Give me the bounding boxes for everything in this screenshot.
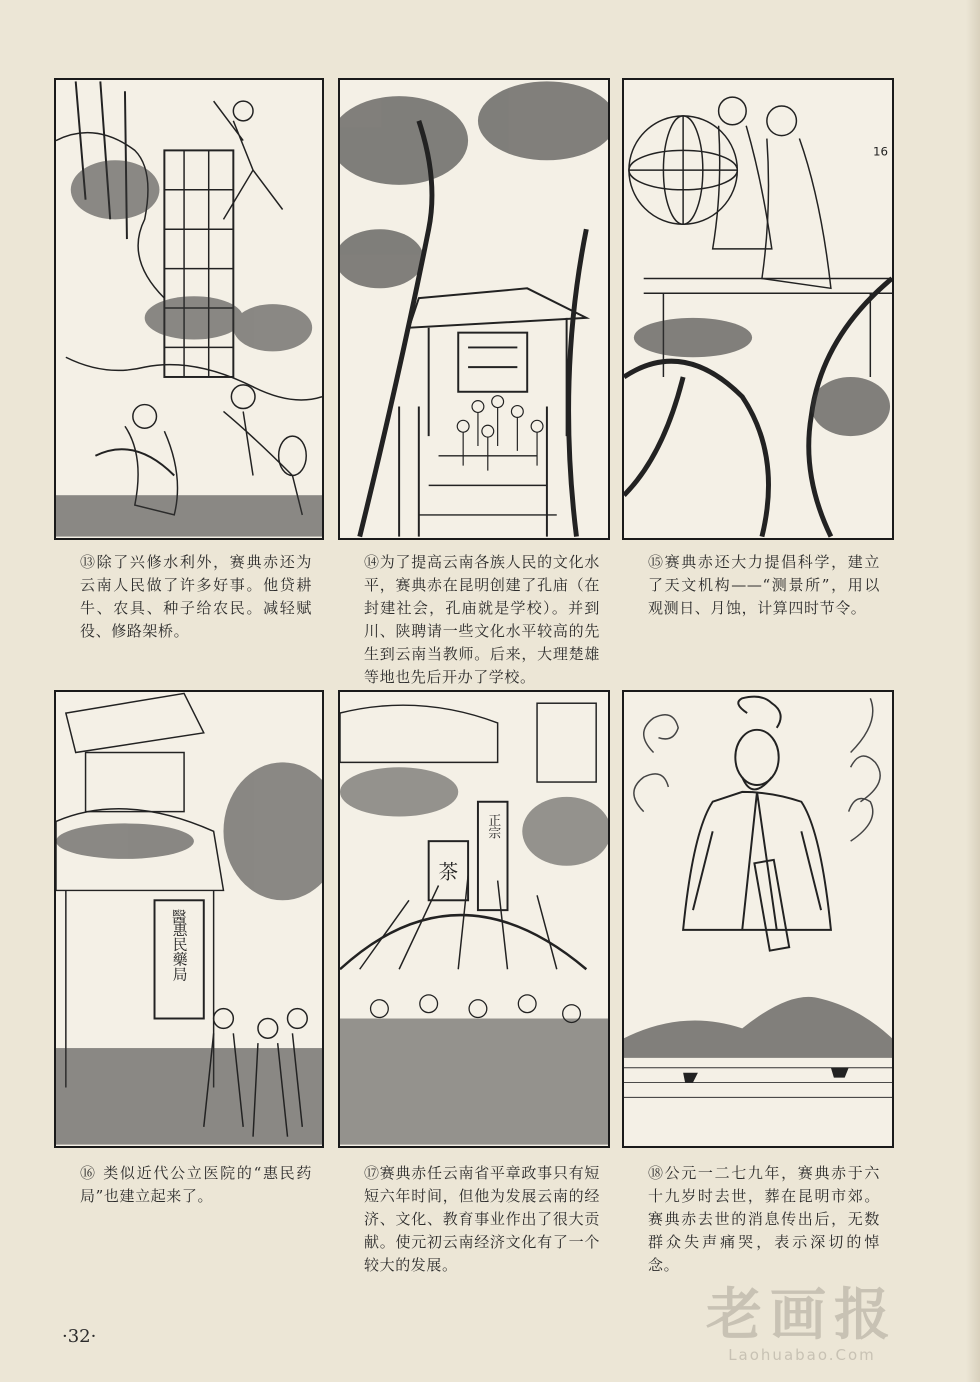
panel-13-illustration — [56, 80, 322, 538]
medicine-sign: 醫 — [171, 908, 187, 926]
shop-sign: 惠民藥局 — [170, 921, 188, 982]
caption-17: ⑰赛典赤任云南省平章政事只有短短六年时间，但他为发展云南的经济、文化、教育事业作出了很大贡献。使元初云南经济文化有了一个较大的发展。 — [364, 1164, 600, 1274]
panel-16 — [54, 690, 324, 1148]
panel-13 — [54, 78, 324, 540]
banner-sign: 正宗 — [485, 813, 501, 840]
panel-15-illustration — [624, 80, 892, 538]
page-number: ·32· — [62, 1326, 97, 1347]
caption-13: ⑬除了兴修水利外，赛典赤还为云南人民做了许多好事。他贷耕牛、农具、种子给农民。减轻赋役、修路架桥。 — [80, 553, 312, 640]
watermark-url: Laohuabao.Com — [728, 1346, 876, 1364]
panel-14-illustration — [340, 80, 608, 538]
artist-mark: 16 — [873, 144, 889, 159]
panel-17 — [338, 690, 610, 1148]
panel-14 — [338, 78, 610, 540]
caption-14: ⑭为了提高云南各族人民的文化水平，赛典赤在昆明创建了孔庙（在封建社会，孔庙就是学校）。并到川、陕聘请一些文化水平较高的先生到云南当教师。后来，大理楚雄等地也先后开办了学校。 — [364, 553, 600, 686]
panel-18-illustration — [624, 692, 892, 1146]
watermark — [682, 1283, 922, 1364]
panel-17-illustration — [340, 692, 608, 1146]
caption-16: ⑯ 类似近代公立医院的“惠民药局”也建立起来了。 — [80, 1164, 312, 1205]
page-edge-shadow — [966, 0, 980, 1382]
watermark-logo: 老画报 — [706, 1283, 898, 1348]
caption-15: ⑮赛典赤还大力提倡科学，建立了天文机构——“测景所”，用以观测日、月蚀，计算四时节令。 — [648, 553, 880, 617]
panel-18 — [622, 690, 894, 1148]
tea-flag: 茶 — [438, 860, 459, 884]
panel-16-illustration — [56, 692, 322, 1146]
panel-15 — [622, 78, 894, 540]
caption-18: ⑱公元一二七九年，赛典赤于六十九岁时去世，葬在昆明市郊。赛典赤去世的消息传出后，无数群众失声痛哭，表示深切的悼念。 — [648, 1164, 880, 1274]
